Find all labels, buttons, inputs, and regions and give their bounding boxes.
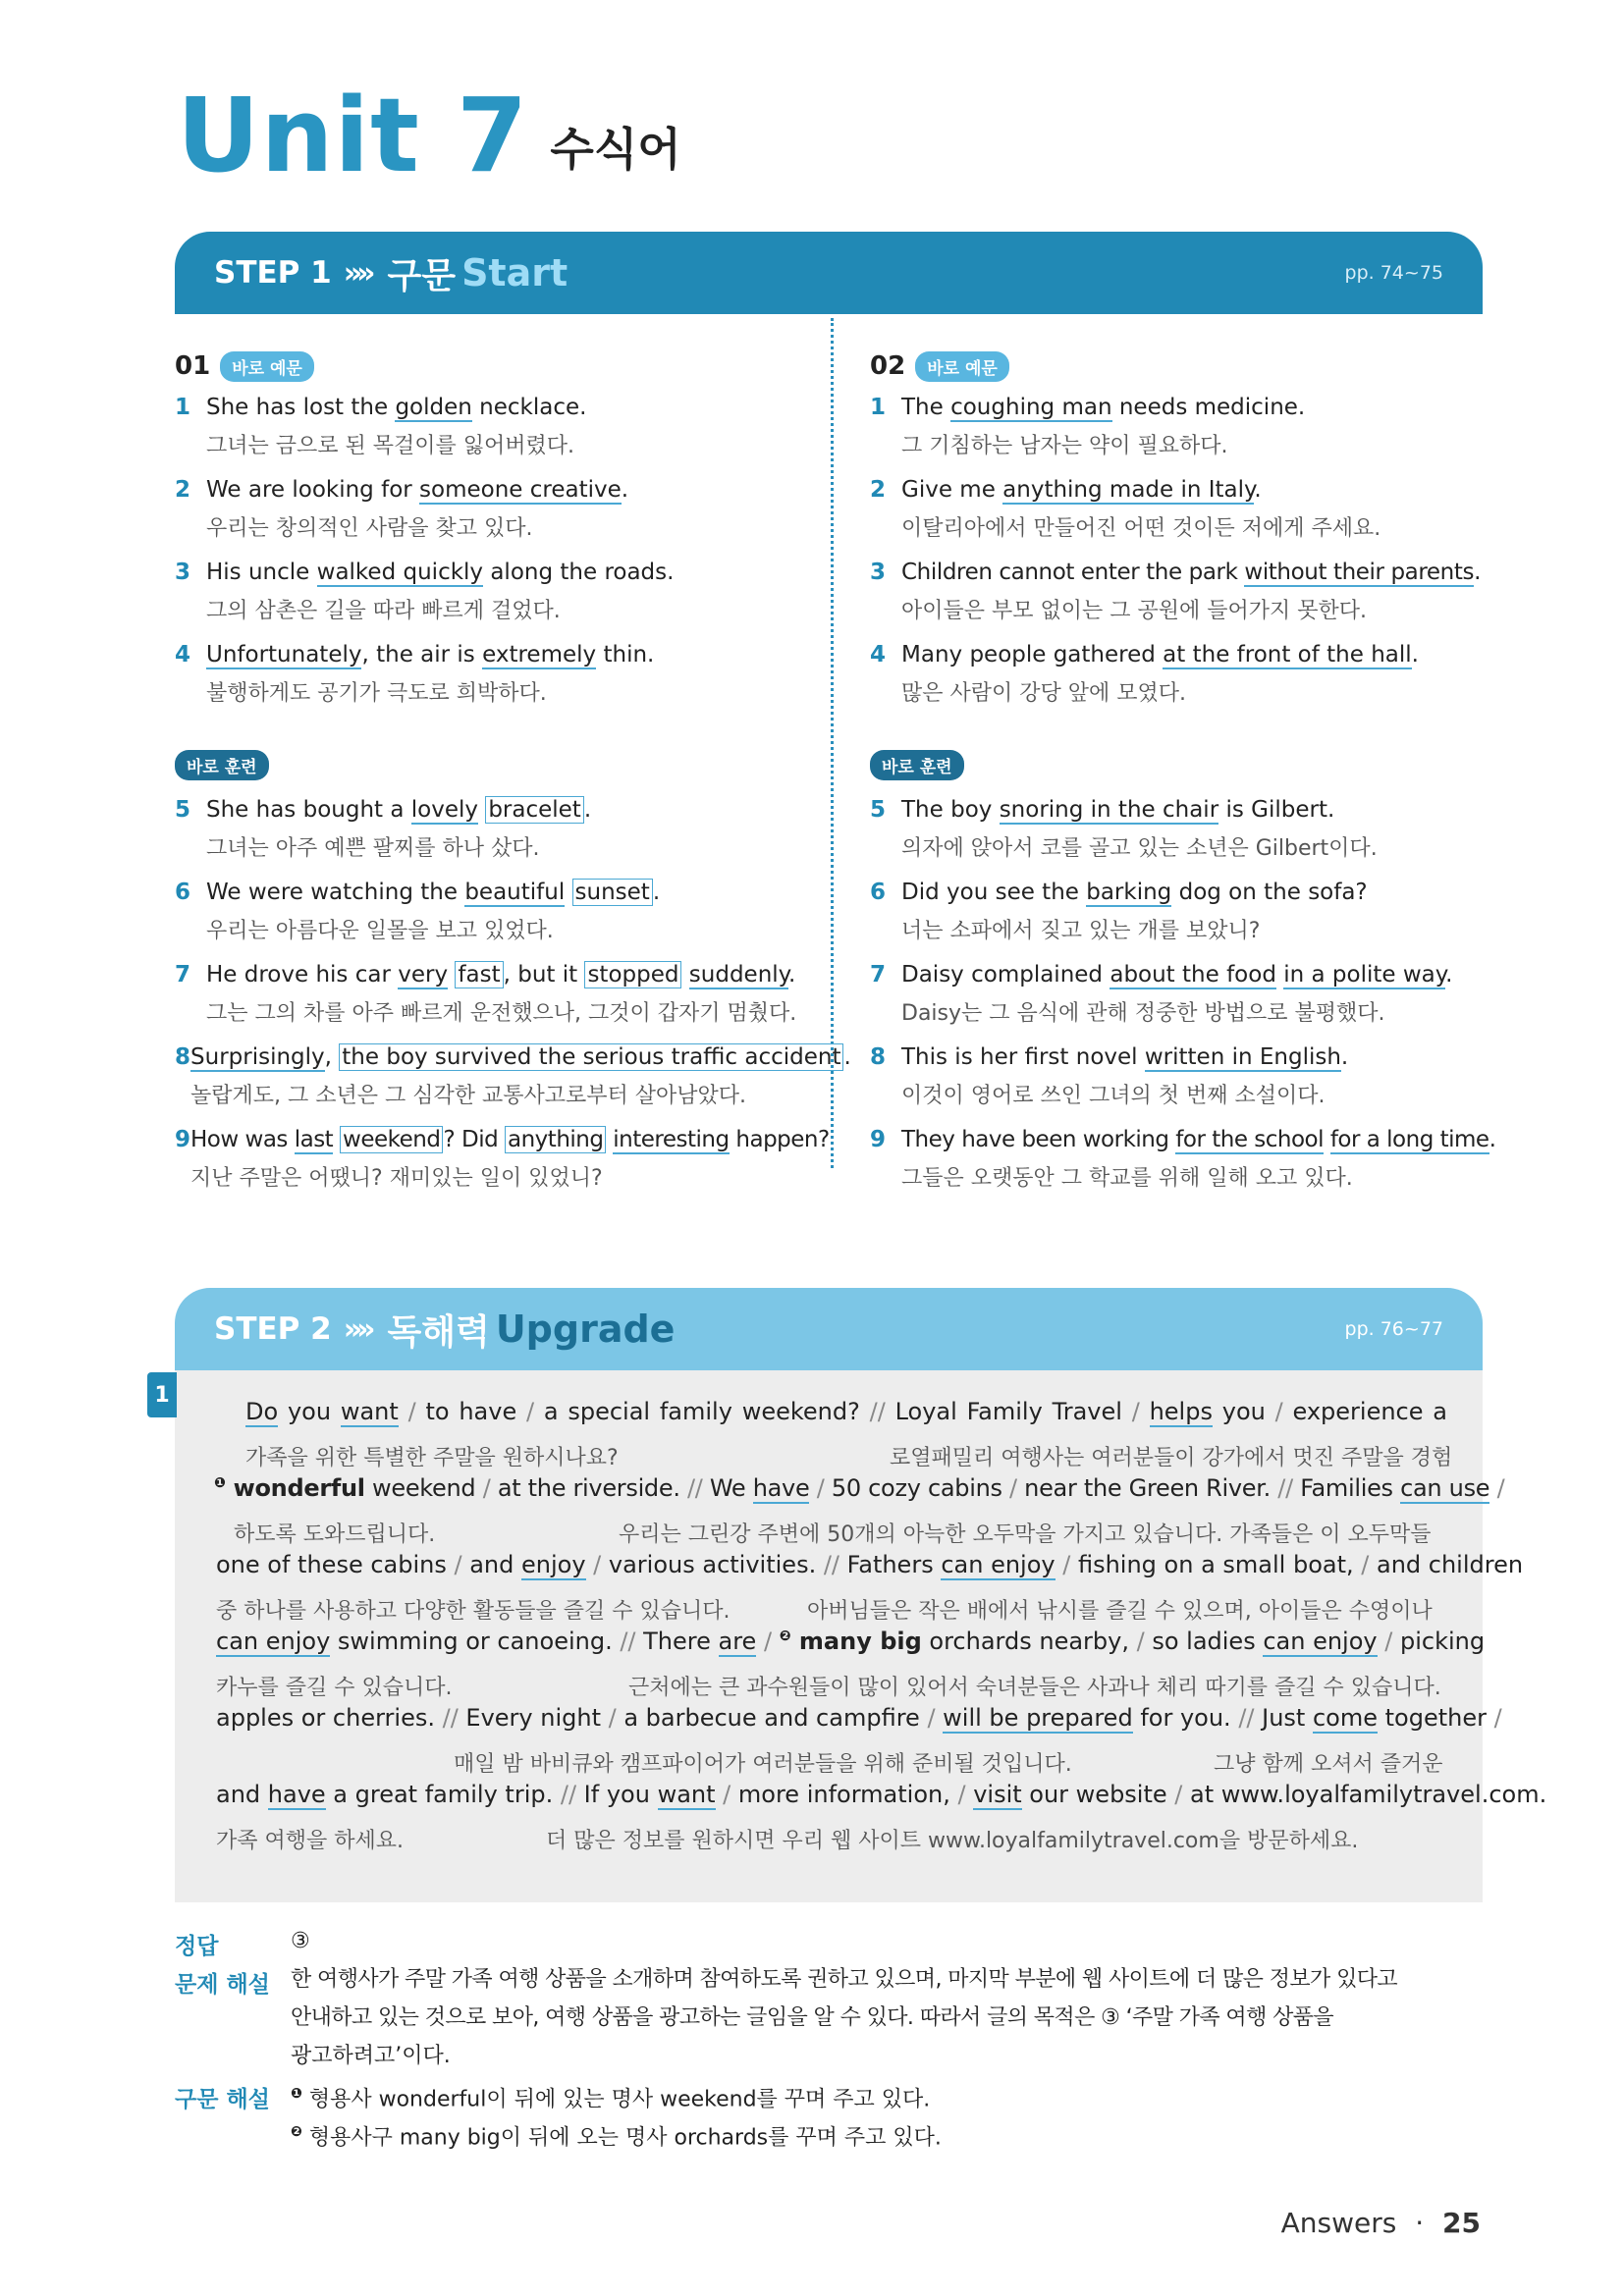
item-en: Surprisingly, the boy survived the serious traffic accident .	[190, 1044, 851, 1070]
left-column	[175, 349, 851, 1198]
footer-text: Answers	[1280, 2207, 1397, 2239]
unit-subtitle: 수식어	[550, 123, 681, 176]
item-ko: 불행하게도 공기가 극도로 희박하다.	[206, 681, 547, 706]
passage-trans: 중 하나를 사용하고 다양한 활동들을 즐길 수 있습니다.	[216, 1599, 731, 1624]
list-item	[175, 956, 803, 1033]
passage-trans: 더 많은 정보를 원하시면 우리 웹 사이트 www.loyalfamilytravel.com을 방문하세요.	[546, 1829, 1359, 1853]
step1-header	[175, 232, 1483, 314]
right-column	[870, 349, 1498, 1198]
passage-trans: 로열패밀리 여행사는 여러분들이 강가에서 멋진 주말을 경험	[890, 1446, 1453, 1470]
drill-badge: 바로 훈련	[175, 750, 269, 780]
step2-header	[175, 1288, 1483, 1370]
item-ko: 이것이 영어로 쓰인 그녀의 첫 번째 소설이다.	[901, 1084, 1326, 1108]
item-ko: 이탈리아에서 만들어진 어떤 것이든 저에게 주세요.	[901, 516, 1381, 541]
item-number: 2	[870, 477, 887, 503]
item-number: 6	[870, 880, 887, 905]
item-ko: 너는 소파에서 짖고 있는 개를 보았니?	[901, 919, 1261, 943]
step1-pages: pp. 74~75	[1344, 262, 1443, 284]
item-number: 4	[870, 642, 887, 667]
list-item	[175, 389, 803, 465]
item-number: 1	[870, 395, 887, 420]
section-number: 01	[175, 351, 211, 381]
list-item	[175, 874, 803, 950]
example-badge: 바로 예문	[220, 351, 314, 382]
item-number: 3	[870, 560, 887, 585]
item-ko: 많은 사람이 강당 앞에 모였다.	[901, 681, 1186, 706]
item-ko: 그녀는 금으로 된 목걸이를 잃어버렸다.	[206, 434, 574, 458]
passage-line: $^❶$ wonderful weekend / at the riverside. // We have / 50 cozy cabins / near the Green River. // Families can use /	[214, 1474, 1505, 1502]
item-en: We were watching the beautiful sunset .	[206, 880, 661, 905]
item-en: Give me anything made in Italy.	[901, 477, 1262, 503]
step1-label: STEP 1	[214, 255, 332, 291]
item-number: 7	[870, 962, 887, 988]
list-item	[870, 636, 1498, 713]
item-en: How was last weekend ? Did anything interesting happen?	[190, 1127, 830, 1152]
list-item	[175, 791, 803, 868]
answer-value: ③	[291, 1929, 310, 1953]
list-item	[870, 874, 1498, 950]
passage-trans: 근처에는 큰 과수원들이 많이 있어서 숙녀분들은 사과나 체리 따기를 즐길 수 있습니다.	[628, 1676, 1441, 1700]
passage-trans: 카누를 즐길 수 있습니다.	[216, 1676, 453, 1700]
item-ko: 그녀는 아주 예쁜 팔찌를 하나 샀다.	[206, 836, 540, 861]
answer-label: 정답	[175, 1934, 219, 1959]
list-item	[175, 636, 803, 713]
double-chevron-icon: »»	[343, 255, 370, 291]
item-number: 3	[175, 560, 191, 585]
section-number: 02	[870, 351, 906, 381]
list-item	[870, 389, 1498, 465]
item-ko: 의자에 앉아서 코를 골고 있는 소년은 Gilbert이다.	[901, 836, 1378, 861]
drill-badge: 바로 훈련	[870, 750, 964, 780]
step2-en: Upgrade	[495, 1308, 676, 1351]
item-en: She has lost the golden necklace.	[206, 395, 587, 420]
list-item	[175, 471, 803, 548]
step1-en: Start	[461, 251, 568, 294]
item-ko: Daisy는 그 음식에 관해 정중한 방법으로 불평했다.	[901, 1001, 1385, 1026]
list-item	[870, 956, 1498, 1033]
item-en: He drove his car very fast , but it stopped suddenly.	[206, 962, 796, 988]
item-number: 5	[175, 797, 191, 823]
item-ko: 아이들은 부모 없이는 그 공원에 들어가지 못한다.	[901, 599, 1367, 623]
footer-dot: ·	[1415, 2207, 1425, 2239]
list-item	[870, 1039, 1498, 1115]
right-head	[870, 349, 1498, 383]
item-number: 5	[870, 797, 887, 823]
item-en: The boy snoring in the chair is Gilbert.	[901, 797, 1335, 823]
item-en: Unfortunately, the air is extremely thin.	[206, 642, 655, 667]
item-ko: 우리는 아름다운 일몰을 보고 있었다.	[206, 919, 554, 943]
step2-kr: 독해력	[387, 1311, 490, 1353]
passage-trans: 우리는 그린강 주변에 50개의 아늑한 오두막을 가지고 있습니다. 가족들은 이 오두막들	[619, 1522, 1432, 1547]
list-item	[870, 471, 1498, 548]
item-en: Children cannot enter the park without their parents.	[901, 560, 1481, 585]
passage-line: can enjoy swimming or canoeing. // There are / $^❷$ many big orchards nearby, / so ladies can enjoy / picking	[216, 1628, 1486, 1655]
passage-line: Do you want / to have / a special family weekend? // Loyal Family Travel / helps you / experience a	[245, 1398, 1447, 1425]
item-number: 8	[175, 1044, 191, 1070]
left-head	[175, 349, 803, 383]
right-drill-head	[870, 748, 1498, 781]
item-ko: 우리는 창의적인 사람을 찾고 있다.	[206, 516, 533, 541]
item-number: 8	[870, 1044, 887, 1070]
passage-trans: 아버님들은 작은 배에서 낚시를 즐길 수 있으며, 아이들은 수영이나	[807, 1599, 1433, 1624]
question-number-tab: 1	[147, 1372, 177, 1417]
item-number: 2	[175, 477, 191, 503]
item-number: 1	[175, 395, 191, 420]
item-en: This is her first novel written in English.	[901, 1044, 1349, 1070]
explain-line: 한 여행사가 주말 가족 여행 상품을 소개하며 참여하도록 권하고 있으며, 마지막 부분에 웹 사이트에 더 많은 정보가 있다고	[291, 1967, 1398, 1992]
marker-1-icon: ❶	[291, 2086, 302, 2102]
item-number: 9	[870, 1127, 887, 1152]
unit-number: Unit 7	[177, 76, 529, 195]
double-chevron-icon: »»	[343, 1311, 370, 1347]
passage-line: one of these cabins / and enjoy / various activities. // Fathers can enjoy / fishing on a small boat, / and children	[216, 1551, 1524, 1578]
item-en: Did you see the barking dog on the sofa?	[901, 880, 1368, 905]
passage-trans: 가족을 위한 특별한 주말을 원하시나요?	[245, 1446, 619, 1470]
list-item	[175, 1121, 830, 1198]
list-item	[175, 1039, 851, 1115]
item-ko: 그는 그의 차를 아주 빠르게 운전했으나, 그것이 갑자기 멈췄다.	[206, 1001, 797, 1026]
explain-line: 광고하려고’이다.	[291, 2044, 451, 2068]
passage-trans: 가족 여행을 하세요.	[216, 1829, 404, 1853]
marker-2-icon: ❷	[291, 2124, 302, 2140]
list-item	[870, 1121, 1498, 1198]
item-en: We are looking for someone creative.	[206, 477, 629, 503]
passage-trans: 매일 밤 바비큐와 캠프파이어가 여러분들을 위해 준비될 것입니다.	[454, 1752, 1072, 1777]
marker-2-icon: ❷	[779, 1629, 791, 1644]
item-en: They have been working for the school for a long time.	[901, 1127, 1496, 1152]
syntax-line: $^❶$ 형용사 wonderful이 뒤에 있는 명사 weekend를 꾸며 주고 있다.	[291, 2086, 931, 2112]
item-en: She has bought a lovely bracelet .	[206, 797, 592, 823]
passage-trans: 하도록 도와드립니다.	[234, 1522, 436, 1547]
item-ko: 지난 주말은 어땠니? 재미있는 일이 있었니?	[190, 1166, 603, 1191]
syntax-line: $^❷$ 형용사구 many big이 뒤에 오는 명사 orchards를 꾸며 주고 있다.	[291, 2124, 942, 2151]
list-item	[175, 554, 803, 630]
step2-label: STEP 2	[214, 1311, 332, 1347]
unit-title	[177, 76, 681, 195]
list-item	[870, 554, 1498, 630]
item-ko: 그 기침하는 남자는 약이 필요하다.	[901, 434, 1228, 458]
item-en: Daisy complained about the food in a polite way.	[901, 962, 1453, 988]
step1-kr: 구문	[387, 255, 457, 296]
item-ko: 그들은 오랫동안 그 학교를 위해 일해 오고 있다.	[901, 1166, 1353, 1191]
marker-1-icon: ❶	[214, 1475, 226, 1491]
passage-line: and have a great family trip. // If you want / more information, / visit our website / at www.loyalfamilytravel.com.	[216, 1781, 1547, 1808]
explain-label: 문제 해설	[175, 1972, 270, 1998]
item-en: His uncle walked quickly along the roads.	[206, 560, 675, 585]
list-item	[870, 791, 1498, 868]
item-ko: 그의 삼촌은 길을 따라 빠르게 걸었다.	[206, 599, 561, 623]
left-drill-head	[175, 748, 803, 781]
item-ko: 놀랍게도, 그 소년은 그 심각한 교통사고로부터 살아남았다.	[190, 1084, 747, 1108]
item-en: The coughing man needs medicine.	[901, 395, 1306, 420]
passage-line: apples or cherries. // Every night / a barbecue and campfire / will be prepared for you. // Just come together /	[216, 1704, 1502, 1732]
item-number: 7	[175, 962, 191, 988]
explain-line: 안내하고 있는 것으로 보아, 여행 상품을 광고하는 글임을 알 수 있다. 따라서 글의 목적은 ③ ‘주말 가족 여행 상품을	[291, 2005, 1334, 2030]
page-footer	[1281, 2207, 1481, 2239]
example-badge: 바로 예문	[915, 351, 1009, 382]
step2-pages: pp. 76~77	[1344, 1318, 1443, 1340]
passage-trans: 그냥 함께 오셔서 즐거운	[1214, 1752, 1443, 1777]
item-number: 9	[175, 1127, 191, 1152]
item-en: Many people gathered at the front of the hall.	[901, 642, 1419, 667]
syntax-label: 구문 해설	[175, 2087, 270, 2112]
item-number: 6	[175, 880, 191, 905]
item-number: 4	[175, 642, 191, 667]
page-number: 25	[1442, 2207, 1481, 2239]
